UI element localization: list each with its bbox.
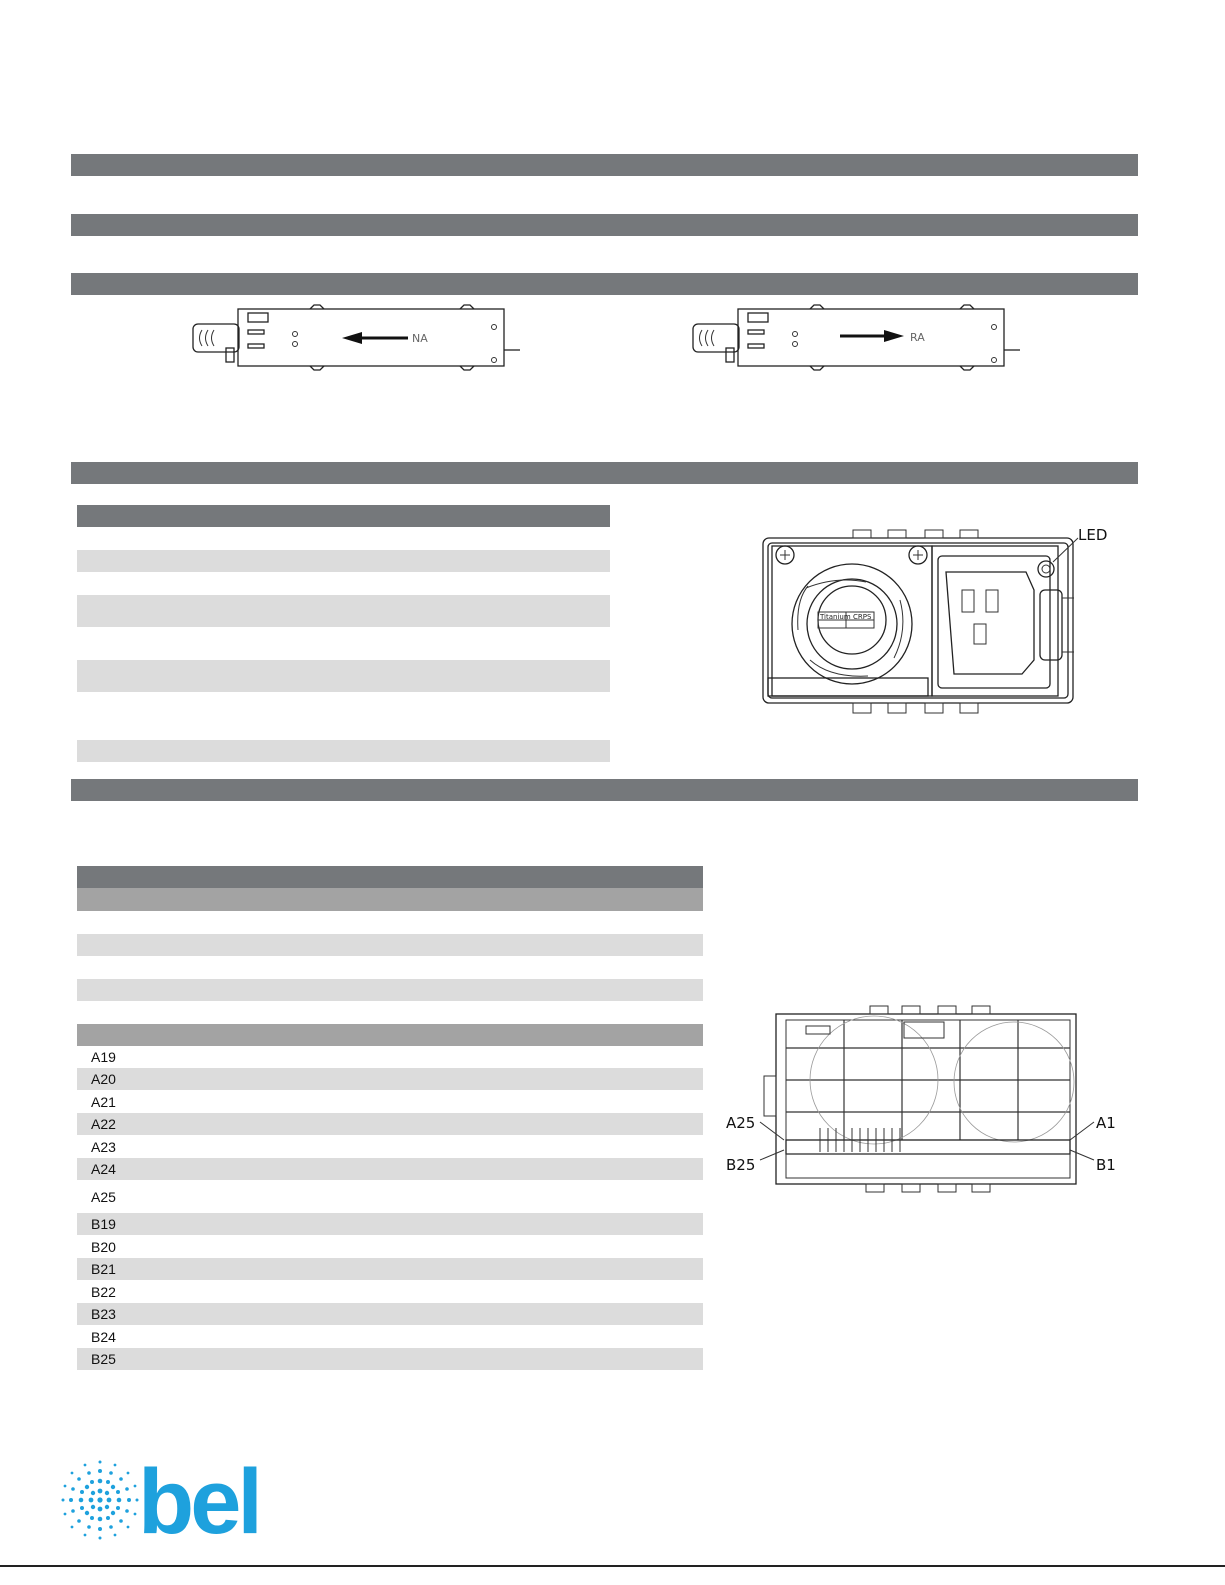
pin-row	[77, 1326, 703, 1348]
pin-label: A23	[91, 1139, 116, 1155]
pin-label: B20	[91, 1239, 116, 1255]
pin-label: A24	[91, 1161, 116, 1177]
pin-table	[77, 866, 703, 1372]
spec-table-header	[77, 505, 610, 527]
pin-label: B23	[91, 1306, 116, 1322]
pin-label: A19	[91, 1049, 116, 1065]
airflow-ra-label: RA	[910, 331, 925, 344]
footer-rule	[0, 1565, 1225, 1567]
airflow-na-drawing	[190, 302, 530, 374]
pin-row	[77, 1068, 703, 1090]
fan-label-titanium: Titanium	[820, 613, 851, 621]
pin-row	[77, 1136, 703, 1158]
pin-label: A25	[91, 1189, 116, 1205]
pin-table-header	[77, 866, 703, 888]
pin-label: B25	[91, 1351, 116, 1367]
pin-row	[77, 1113, 703, 1135]
airflow-ra-drawing	[690, 302, 1030, 374]
section-bar-3	[71, 273, 1138, 295]
pin-row	[77, 1236, 703, 1258]
pin-row	[77, 979, 703, 1001]
pin-row	[77, 1158, 703, 1180]
spec-row	[77, 595, 610, 627]
pin-row	[77, 1213, 703, 1235]
spec-row	[77, 660, 610, 692]
pin-row	[77, 1303, 703, 1325]
rear-view-drawing	[724, 1000, 1124, 1200]
spec-row	[77, 550, 610, 572]
pin-table-subheader	[77, 888, 703, 911]
bel-logo	[60, 1455, 300, 1545]
fan-label-crps: CRPS	[853, 613, 872, 621]
connector-b25-label: B25	[726, 1156, 756, 1174]
pin-row	[77, 1281, 703, 1303]
pin-label: A21	[91, 1094, 116, 1110]
pin-row	[77, 934, 703, 956]
section-bar-4	[71, 462, 1138, 484]
connector-a25-label: A25	[726, 1114, 756, 1132]
section-bar-2	[71, 214, 1138, 236]
pin-row	[77, 1046, 703, 1068]
pin-row	[77, 1258, 703, 1280]
pin-label: B24	[91, 1329, 116, 1345]
connector-a1-label: A1	[1096, 1114, 1116, 1132]
led-label: LED	[1078, 526, 1108, 544]
connector-b1-label: B1	[1096, 1156, 1116, 1174]
airflow-na-label: NA	[412, 332, 428, 345]
pin-row	[77, 1181, 703, 1213]
pin-table-subheader	[77, 1024, 703, 1046]
pin-label: B22	[91, 1284, 116, 1300]
front-view-drawing	[750, 520, 1120, 720]
pin-row	[77, 1348, 703, 1370]
bel-logo-text: bel	[138, 1455, 259, 1545]
spec-row	[77, 740, 610, 762]
pin-label: A20	[91, 1071, 116, 1087]
pin-label: A22	[91, 1116, 116, 1132]
section-bar-1	[71, 154, 1138, 176]
pin-label: B21	[91, 1261, 116, 1277]
spec-table	[77, 505, 610, 765]
section-bar-5	[71, 779, 1138, 801]
pin-row	[77, 1091, 703, 1113]
pin-label: B19	[91, 1216, 116, 1232]
